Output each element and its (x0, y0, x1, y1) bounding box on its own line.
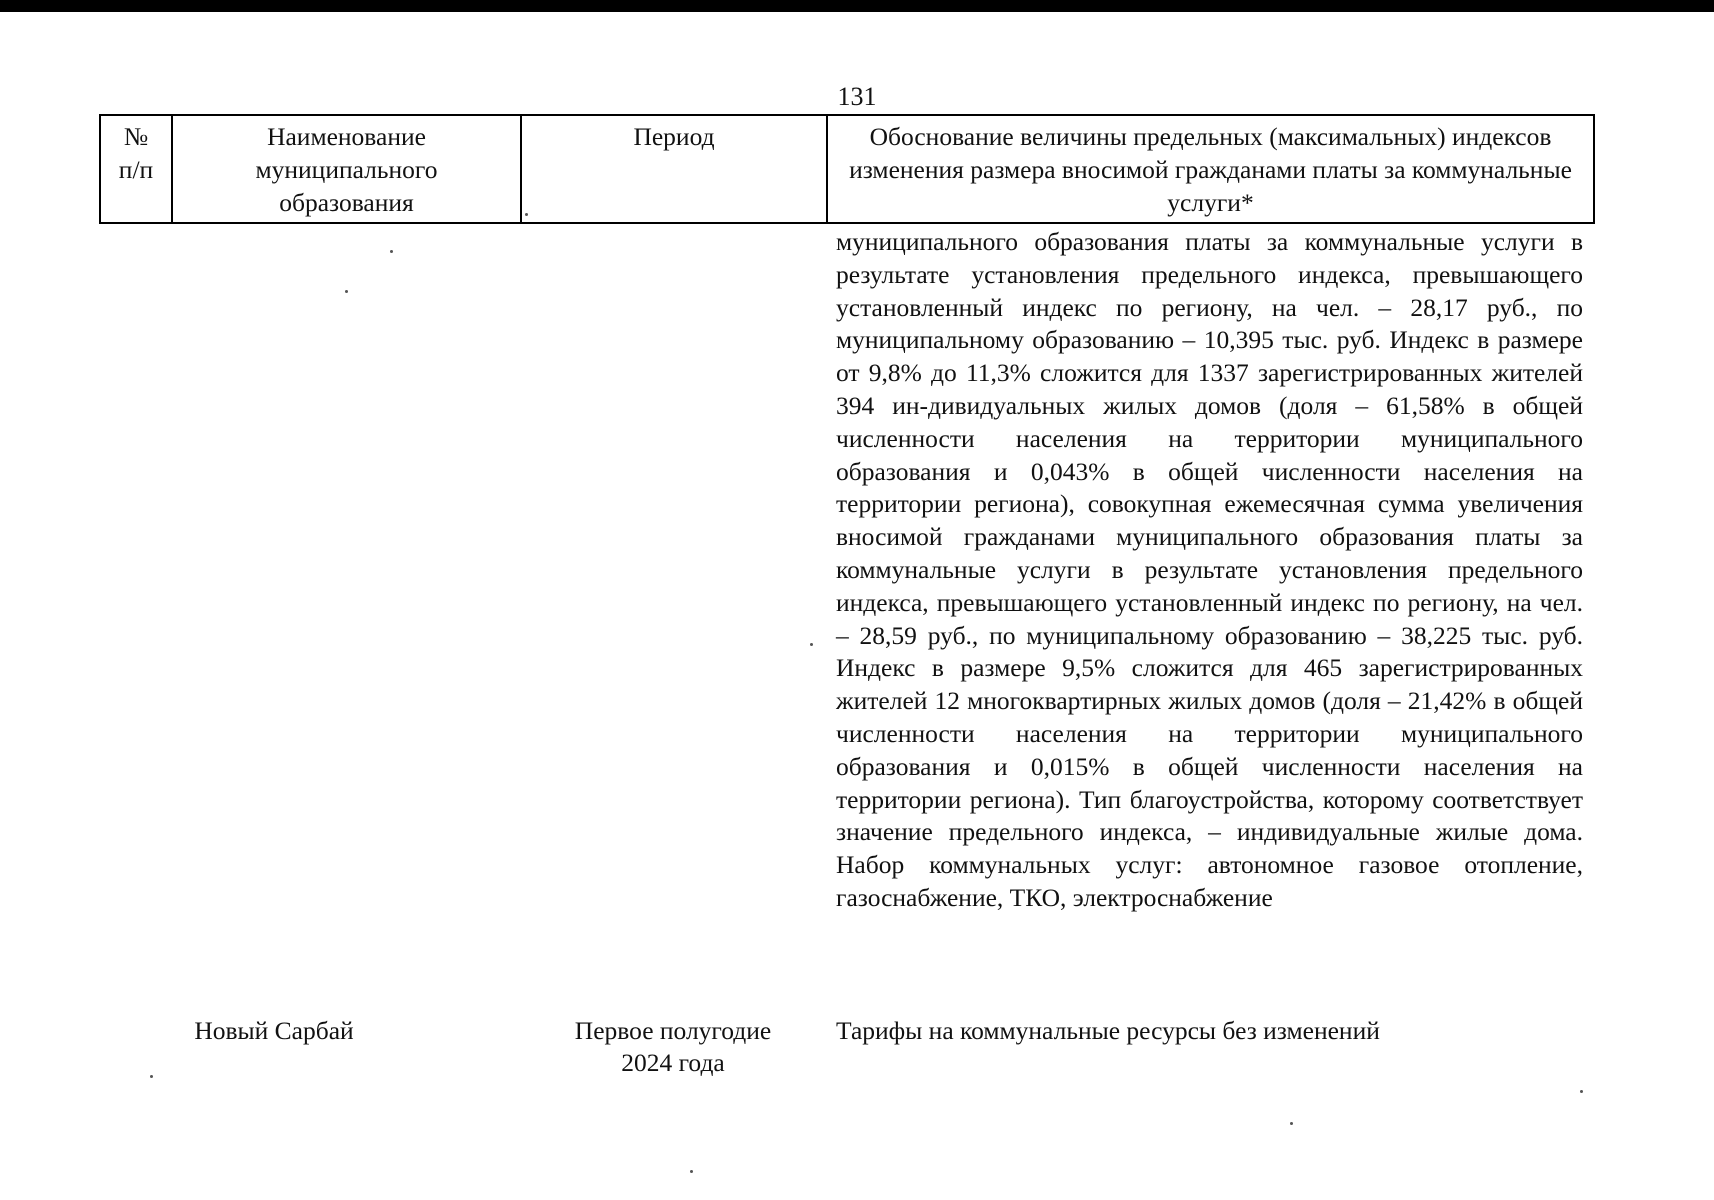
scan-speck (345, 290, 348, 293)
header-col-number-text: № п/п (118, 122, 154, 184)
scan-speck (690, 1170, 693, 1173)
scan-speck (525, 213, 528, 216)
header-col-name (173, 116, 522, 222)
scan-speck (150, 1075, 153, 1078)
scan-speck (390, 250, 393, 253)
header-col-name-text: Наименование муниципального образования (255, 122, 438, 217)
scan-top-border (0, 0, 1714, 12)
scan-speck (1290, 1122, 1293, 1125)
header-col-period-text: Период (633, 122, 715, 151)
header-col-number (101, 116, 173, 222)
municipality-name: Новый Сарбай (194, 1016, 354, 1045)
scan-speck (810, 643, 813, 646)
table-header (99, 114, 1595, 224)
header-col-justification (828, 116, 1593, 222)
continued-text-last-line: газоснабжение, ТКО, электроснабжение (836, 882, 1273, 912)
header-col-justification-text: Обоснование величины предельных (максимальных) индексов изменения размера вносимой гражданами платы за коммунальные услуги* (849, 122, 1572, 217)
justification-cell: Тарифы на коммунальные ресурсы без изменений (836, 1016, 1380, 1045)
period-cell: Первое полугодие 2024 года (574, 1016, 772, 1077)
header-col-period (522, 116, 828, 222)
page-number: 131 (837, 82, 877, 111)
continued-text-body: муниципального образования платы за коммунальные услуги в результате установления предельного индекса, превышающего установленный индекс по региону, на чел. – 28,17 руб., по муниципальному образованию – 10,395 тыс. руб. Индекс в размере от 9,8% до 11,3% сложится для 1337 зарегистрированных жителей 394 ин-дивидуальных жилых домов (доля – 61,58% в общей численности населения на территории муниципального образования и 0,043% в общей численности населения на территории региона), совокупная ежемесячная сумма увеличения вносимой гражданами муниципального образования платы за коммунальные услуги в результате установления предельного индекса, превышающего установленный индекс по региону, на чел. – 28,59 руб., по муниципальному образованию – 38,225 тыс. руб. Индекс в размере 9,5% сложится для 465 зарегистрированных жителей 12 многоквартирных жилых домов (доля – 21,42% в общей численности населения на территории муниципального образования и 0,015% в общей численности населения на территории региона). Тип благоустройства, которому соответствует значение предельного индекса, – индивидуальные жилые дома. Набор коммунальных услуг: автономное газовое отопление, (836, 227, 1583, 880)
scan-speck (1580, 1090, 1583, 1093)
continued-justification-text (836, 226, 1583, 915)
